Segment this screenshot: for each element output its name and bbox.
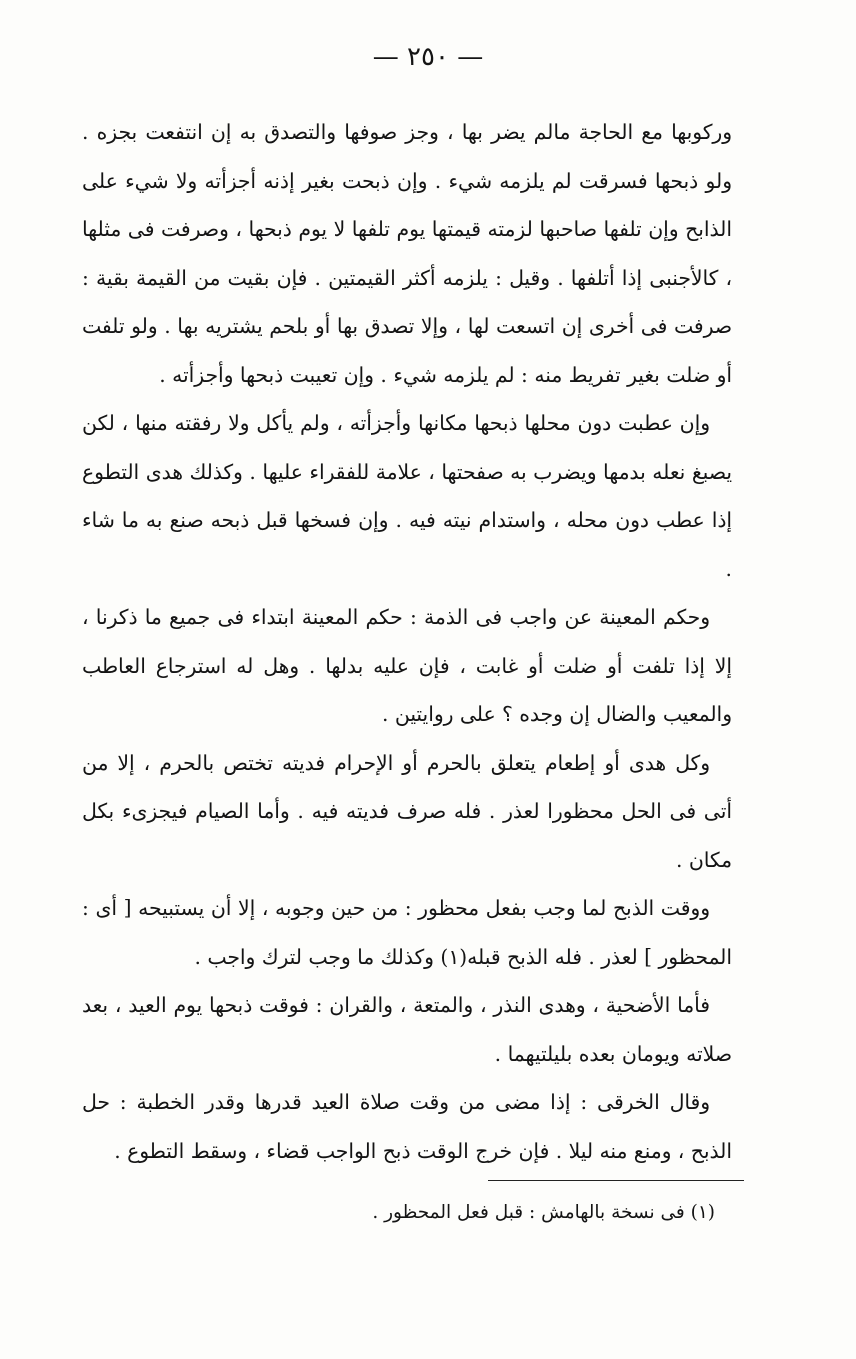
footnote-divider — [488, 1180, 744, 1181]
paragraph-5: ووقت الذبح لما وجب بفعل محظور : من حين وجوبه ، إلا أن يستبيحه [ أى : المحظور ] لعذر . فله الذبح قبله(١) وكذلك ما وجب لترك واجب . — [82, 896, 732, 969]
footnote: (١) فى نسخة بالهامش : قبل فعل المحظور . — [372, 1202, 715, 1223]
paragraph-3: وحكم المعينة عن واجب فى الذمة : حكم المعينة ابتداء فى جميع ما ذكرنا ، إلا إذا تلفت أو ضلت أو غابت ، فإن عليه بدلها . وهل له استرجاع العاطب والمعيب والضال إن وجده ؟ على روايتين . — [82, 605, 732, 726]
paragraph-7: وقال الخرقى : إذا مضى من وقت صلاة العيد قدرها وقدر الخطبة : حل الذبح ، ومنع منه ليلا . فإن خرج الوقت ذبح الواجب قضاء ، وسقط التطوع . — [82, 1090, 732, 1163]
main-text — [82, 108, 732, 1175]
page-number: — ٢٥٠ — — [372, 42, 484, 72]
paragraph-6: فأما الأضحية ، وهدى النذر ، والمتعة ، والقران : فوقت ذبحها يوم العيد ، بعد صلاته ويومان بعده بليلتيهما . — [82, 993, 732, 1066]
paragraph-2: وإن عطبت دون محلها ذبحها مكانها وأجزأته ، ولم يأكل ولا رفقته منها ، لكن يصبغ نعله بدمها ويضرب به صفحتها ، علامة للفقراء عليها . وكذلك هدى التطوع إذا عطب دون محله ، واستدام نيته فيه . وإن فسخها قبل ذبحه صنع به ما شاء . — [82, 411, 732, 581]
paragraph-1: وركوبها مع الحاجة مالم يضر بها ، وجز صوفها والتصدق به إن انتفعت بجزه . ولو ذبحها فسرقت لم يلزمه شيء . وإن ذبحت بغير إذنه أجزأته ولا شيء على الذابح وإن تلفها صاحبها لزمته قيمتها يوم تلفها لا يوم ذبحها ، وصرفت فى مثلها ، كالأجنبى إذا أتلفها . وقيل : يلزمه أكثر القيمتين . فإن بقيت من القيمة بقية : صرفت فى أخرى إن اتسعت لها ، وإلا تصدق بها أو بلحم يشتريه بها . ولو تلفت أو ضلت بغير تفريط منه : لم يلزمه شيء . وإن تعيبت ذبحها وأجزأته . — [82, 120, 732, 387]
paragraph-4: وكل هدى أو إطعام يتعلق بالحرم أو الإحرام فديته تختص بالحرم ، إلا من أتى فى الحل محظورا لعذر . فله صرف فديته فيه . وأما الصيام فيجزىء بكل مكان . — [82, 750, 732, 872]
